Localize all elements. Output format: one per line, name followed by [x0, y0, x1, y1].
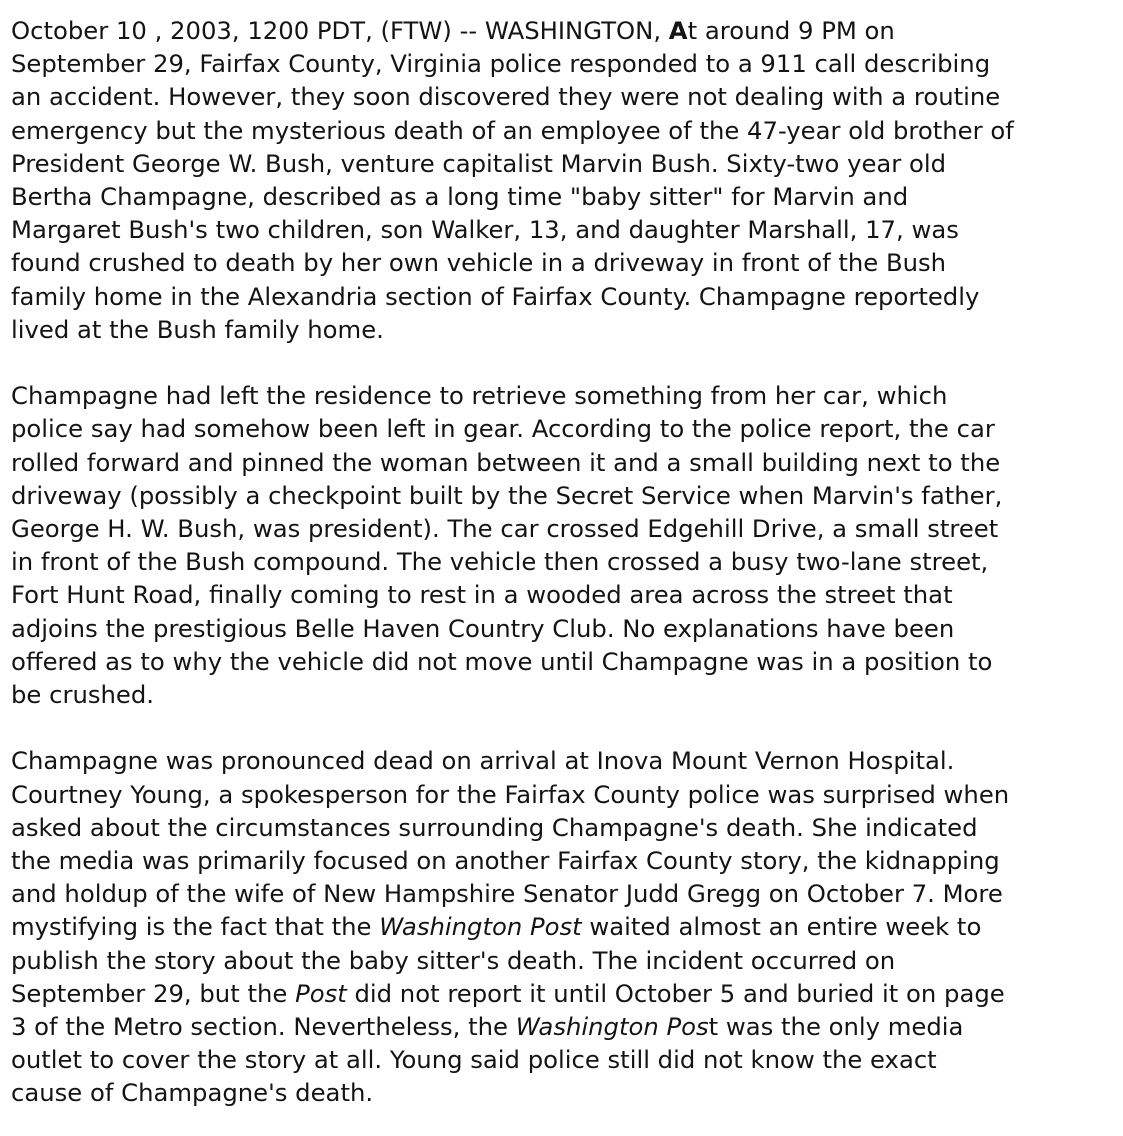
article-body — [11, 14, 1115, 1110]
italic-text: Post — [295, 978, 347, 1008]
text-line — [11, 645, 1115, 678]
text-line — [11, 246, 1115, 279]
text-line — [11, 1076, 1115, 1109]
text-segment: did not report it until October 5 and buried it on page — [346, 978, 1005, 1008]
text-segment: in front of the Bush compound. The vehicle then crossed a busy two-lane street, — [11, 547, 989, 577]
text-segment: offered as to why the vehicle did not move until Champagne was in a position to — [11, 646, 993, 676]
text-line — [11, 910, 1115, 943]
text-line — [11, 977, 1115, 1010]
text-segment: President George W. Bush, venture capitalist Marvin Bush. Sixty-two year old — [11, 148, 947, 178]
text-segment: an accident. However, they soon discovered they were not dealing with a routine — [11, 82, 1001, 112]
text-segment: September 29, but the — [11, 978, 296, 1008]
text-line — [11, 877, 1115, 910]
text-line — [11, 14, 1115, 47]
text-line — [11, 47, 1115, 80]
text-segment: the media was primarily focused on another Fairfax County story, the kidnapping — [11, 846, 1000, 876]
text-line — [11, 844, 1115, 877]
text-line — [11, 778, 1115, 811]
italic-text: Washington Pos — [515, 1012, 709, 1042]
text-segment: be crushed. — [11, 680, 154, 710]
text-segment: asked about the circumstances surrounding Champagne's death. She indicated — [11, 812, 978, 842]
text-segment: Margaret Bush's two children, son Walker, 13, and daughter Marshall, 17, was — [11, 215, 959, 245]
text-line — [11, 379, 1115, 412]
text-line — [11, 213, 1115, 246]
text-line — [11, 313, 1115, 346]
text-segment: emergency but the mysterious death of an employee of the 47-year old brother of — [11, 115, 1014, 145]
text-line — [11, 678, 1115, 711]
text-segment: George H. W. Bush, was president). The car crossed Edgehill Drive, a small street — [11, 514, 999, 544]
text-line — [11, 114, 1115, 147]
text-segment: mystifying is the fact that the — [11, 912, 380, 942]
article-paragraph — [11, 14, 1115, 346]
text-line — [11, 811, 1115, 844]
text-line — [11, 612, 1115, 645]
text-segment: Courtney Young, a spokesperson for the Fairfax County police was surprised when — [11, 779, 1010, 809]
article-paragraph — [11, 744, 1115, 1109]
text-segment: Champagne was pronounced dead on arrival at Inova Mount Vernon Hospital. — [11, 746, 955, 776]
text-segment: t around 9 PM on — [687, 16, 895, 45]
text-line — [11, 80, 1115, 113]
text-segment: t was the only media — [708, 1012, 964, 1042]
text-segment: waited almost an entire week to — [581, 912, 982, 942]
text-line — [11, 545, 1115, 578]
text-line — [11, 412, 1115, 445]
text-segment: family home in the Alexandria section of Fairfax County. Champagne reportedly — [11, 281, 980, 311]
article-paragraph — [11, 379, 1115, 711]
text-segment: September 29, Fairfax County, Virginia police responded to a 911 call describing — [11, 49, 991, 79]
text-line — [11, 512, 1115, 545]
text-segment: 3 of the Metro section. Nevertheless, the — [11, 1012, 516, 1042]
text-line — [11, 1043, 1115, 1076]
text-segment: Bertha Champagne, described as a long time "baby sitter" for Marvin and — [11, 182, 909, 212]
text-line — [11, 479, 1115, 512]
text-line — [11, 147, 1115, 180]
text-segment: lived at the Bush family home. — [11, 314, 384, 344]
text-segment: adjoins the prestigious Belle Haven Country Club. No explanations have been — [11, 613, 955, 643]
text-line — [11, 446, 1115, 479]
text-segment: and holdup of the wife of New Hampshire Senator Judd Gregg on October 7. More — [11, 879, 1003, 909]
text-segment: driveway (possibly a checkpoint built by the Secret Service when Marvin's father, — [11, 480, 1003, 510]
italic-text: Washington Post — [379, 912, 582, 942]
text-line — [11, 280, 1115, 313]
text-line — [11, 744, 1115, 777]
text-line — [11, 180, 1115, 213]
text-segment: Fort Hunt Road, finally coming to rest in a wooded area across the street that — [11, 580, 953, 610]
text-line — [11, 1010, 1115, 1043]
text-segment: publish the story about the baby sitter's death. The incident occurred on — [11, 945, 896, 975]
bold-text: A — [668, 16, 688, 45]
text-line — [11, 578, 1115, 611]
text-segment: rolled forward and pinned the woman between it and a small building next to the — [11, 447, 1001, 477]
text-segment: Champagne had left the residence to retrieve something from her car, which — [11, 381, 948, 411]
text-segment: outlet to cover the story at all. Young said police still did not know the exact — [11, 1045, 937, 1075]
text-segment: cause of Champagne's death. — [11, 1078, 374, 1108]
text-segment: police say had somehow been left in gear. According to the police report, the car — [11, 414, 995, 444]
text-line — [11, 944, 1115, 977]
text-segment: October 10 , 2003, 1200 PDT, (FTW) -- WASHINGTON, — [11, 16, 669, 45]
text-segment: found crushed to death by her own vehicle in a driveway in front of the Bush — [11, 248, 947, 278]
